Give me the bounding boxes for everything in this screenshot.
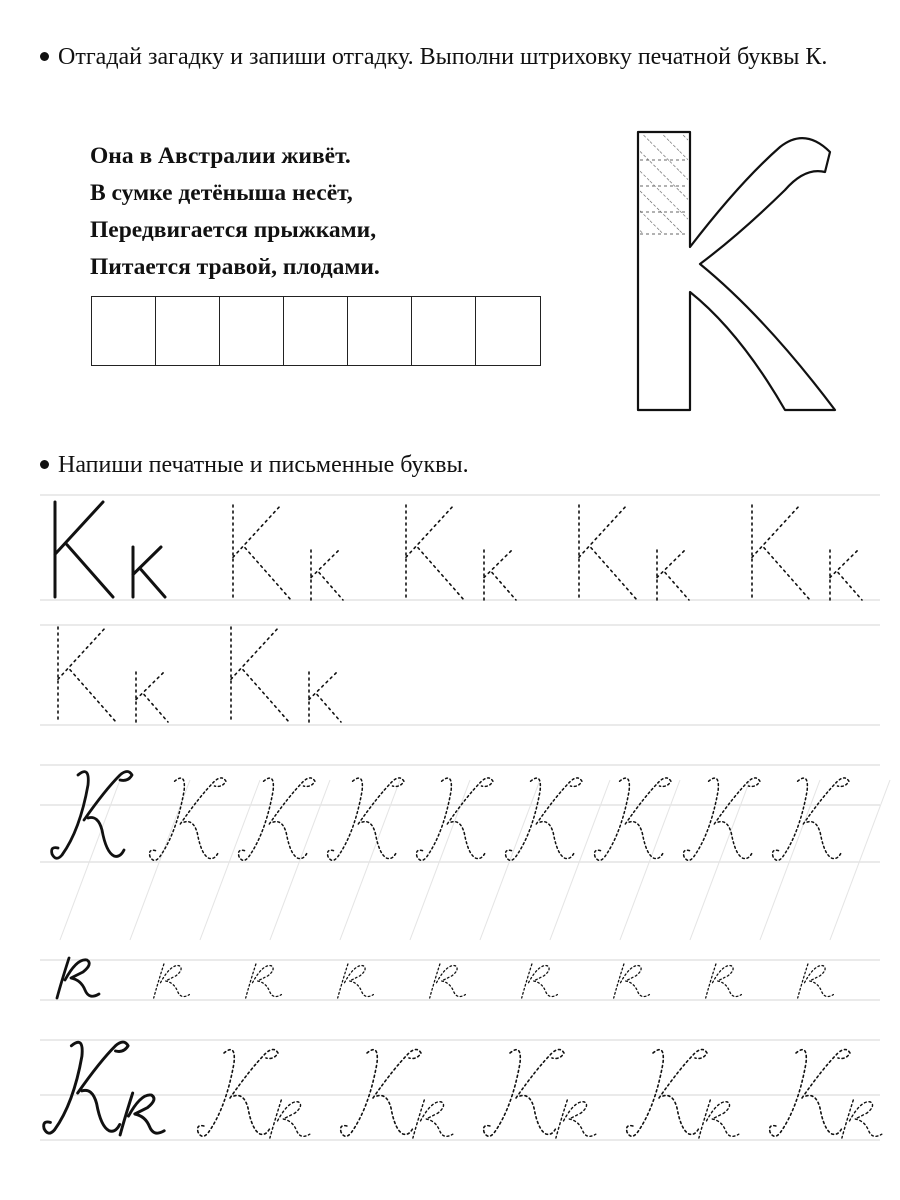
task-riddle-text: Отгадай загадку и запиши отгадку. Выполни штриховку печатной буквы К. <box>58 44 828 70</box>
cursive-small-trace[interactable] <box>413 1100 453 1138</box>
slant-guides <box>60 780 890 940</box>
cursive-letter-trace[interactable] <box>484 1050 564 1137</box>
cursive-small-trace[interactable] <box>556 1100 596 1138</box>
print-practice-row-1[interactable] <box>55 502 900 600</box>
cursive-small-sample <box>120 1093 164 1135</box>
cursive-small-trace[interactable] <box>699 1100 739 1138</box>
cursive-capital-row[interactable] <box>52 772 849 861</box>
cursive-letter-trace[interactable] <box>506 778 582 860</box>
cursive-letter-sample <box>52 772 132 859</box>
riddle-line: Она в Австралии живёт. <box>90 143 351 169</box>
print-letter-trace[interactable] <box>406 505 516 600</box>
cursive-letter-trace[interactable] <box>328 778 404 860</box>
cursive-small-row[interactable] <box>57 958 833 998</box>
riddle-line: Питается травой, плодами. <box>90 254 380 280</box>
cursive-small-trace[interactable] <box>614 964 650 998</box>
print-letter-sample <box>55 502 165 597</box>
cursive-letter-trace[interactable] <box>417 778 493 860</box>
cursive-letter-sample <box>44 1042 128 1133</box>
guide-lines <box>40 495 890 1140</box>
cursive-small-trace[interactable] <box>522 964 558 998</box>
cursive-small-trace[interactable] <box>154 964 190 998</box>
cursive-small-trace[interactable] <box>338 964 374 998</box>
cursive-letter-trace[interactable] <box>341 1050 421 1137</box>
cursive-small-trace[interactable] <box>430 964 466 998</box>
cursive-letter-trace[interactable] <box>770 1050 850 1137</box>
cursive-small-trace[interactable] <box>706 964 742 998</box>
cursive-small-trace[interactable] <box>270 1100 310 1138</box>
print-practice-row-2[interactable] <box>58 627 341 722</box>
cursive-letter-trace[interactable] <box>198 1050 278 1137</box>
print-letter-trace[interactable] <box>233 505 343 600</box>
print-letter-trace[interactable] <box>579 505 689 600</box>
cursive-letter-trace[interactable] <box>773 778 849 860</box>
cursive-small-trace[interactable] <box>842 1100 882 1138</box>
cursive-letter-trace[interactable] <box>239 778 315 860</box>
riddle-line: Передвигается прыжками, <box>90 217 377 243</box>
riddle-line: В сумке детёныша несёт, <box>90 180 353 206</box>
cursive-small-trace[interactable] <box>246 964 282 998</box>
print-letter-trace[interactable] <box>58 627 168 722</box>
print-letter-trace[interactable] <box>752 505 862 600</box>
task-writing-text: Напиши печатные и письменные буквы. <box>58 452 469 478</box>
cursive-letter-trace[interactable] <box>627 1050 707 1137</box>
cursive-small-sample <box>57 958 99 998</box>
cursive-letter-trace[interactable] <box>684 778 760 860</box>
cursive-pair-row[interactable] <box>44 1042 882 1138</box>
print-letter-trace[interactable] <box>231 627 341 722</box>
cursive-letter-trace[interactable] <box>150 778 226 860</box>
cursive-small-trace[interactable] <box>798 964 834 998</box>
